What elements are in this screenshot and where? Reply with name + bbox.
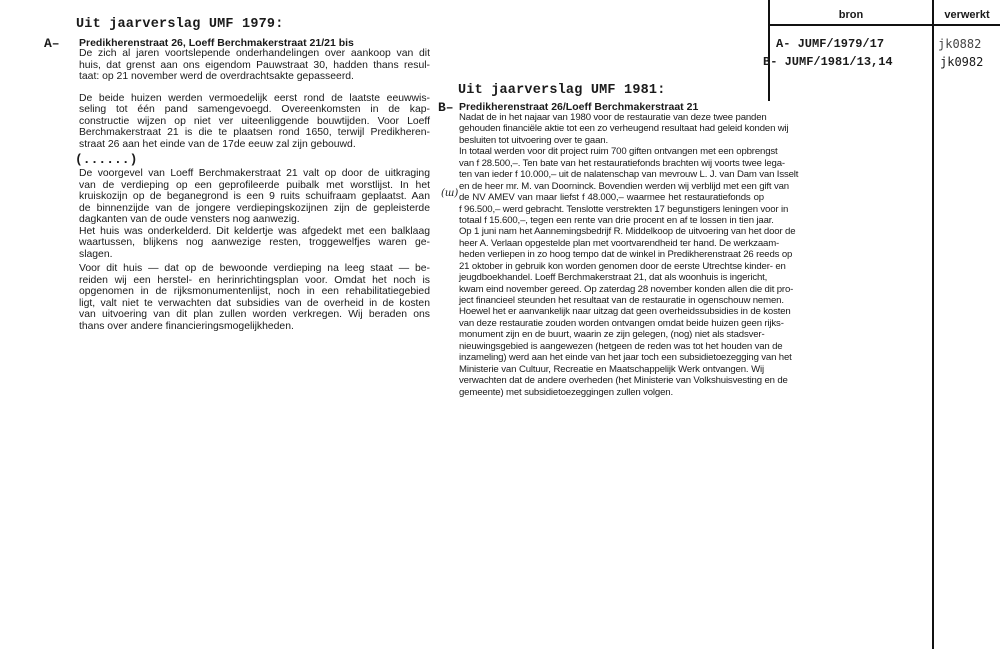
- table-row-a-verwerkt: jk0882: [938, 37, 982, 51]
- text-line: heden verliepen in zo hoog tempo dat de winkel in Predikherenstraat 26 reeds op: [459, 249, 793, 261]
- text-line: en de heer mr. M. van Doorninck. Bovendien werden wij verblijd met een gift van: [459, 180, 789, 192]
- text-line: huis, dat grenst aan ons eigendom Pauwstraat 30, hadden thans resul-: [79, 59, 430, 71]
- text-line: jeugdboekhandel. Loeff Berchmakerstraat 21, dat als woonhuis is ingericht,: [459, 272, 768, 284]
- paragraph: [459, 226, 796, 398]
- table-header-bron: bron: [838, 9, 864, 21]
- text-line: straat 26 aan het einde van de 17de eeuw zal zijn gebouwd.: [79, 138, 356, 150]
- text-line: constructie wijzen op niet ver uiteenliggende bouwtijden. Voor Loeff: [79, 115, 430, 127]
- text-line: Op 1 juni nam het Aannemingsbedrijf R. Middelkoop de uitvoering van het door de: [459, 226, 796, 238]
- text-line: ten van ieder f 10.000,– uit de nalatenschap van mevrouw L. J. van Dam van Isselt: [459, 169, 799, 181]
- text-line: Voor dit huis — dat op de bewoonde verdieping na leeg staat — be-: [79, 263, 430, 274]
- text-line: 21 oktober in gebruik kon worden genomen door de eerste Utrechtse kinder- en: [459, 260, 786, 272]
- right-section-marker: B–: [438, 100, 454, 115]
- table-header-rule: [768, 24, 1000, 26]
- text-line: seling tot één pand samengevoegd. Overeenkomsten in de kap-: [79, 104, 430, 115]
- text-line: De beide huizen werden vermoedelijk eerst rond de laatste eeuwwis-: [79, 92, 430, 104]
- paragraph: [459, 112, 789, 146]
- text-line: kwam eind november gereed. Op zaterdag 28 november konden allen die dit pro-: [459, 283, 794, 295]
- text-line: dagkanten van de oude vensters nog aanwezig.: [79, 214, 300, 225]
- left-body-text: [75, 48, 430, 342]
- paragraph: [459, 146, 799, 226]
- paragraph: [79, 168, 430, 226]
- margin-note: (ш): [441, 188, 459, 199]
- paragraph: [79, 48, 430, 83]
- text-line: van deze restauratie zouden worden ontvangen omdat beide huizen geen rijks-: [459, 317, 784, 329]
- text-line: In totaal werden voor dit project ruim 700 giften ontvangen met een opbrengst: [459, 146, 778, 158]
- text-line: opgenomen in de rijksmonumentenlijst, noch in een rehabilitatiegebied: [79, 286, 430, 297]
- text-line: nieuwingsgebied is aangewezen (hetgeen de reden was tot het houden van de: [459, 340, 783, 352]
- left-section-title: Uit jaarverslag UMF 1979:: [76, 17, 284, 32]
- text-line: de binnenzijde van de jongere verdiepingskozijnen zijn de gepleisterde: [79, 202, 430, 214]
- paragraph: [79, 93, 430, 151]
- text-line: monument zijn en de buurt, waarin ze zijn gelegen, (nog) niet als stadsver-: [459, 329, 765, 341]
- paragraph: [79, 226, 430, 261]
- text-line: van de verdieping op een geprofileerde puibalk met worstlijst. In het: [79, 179, 430, 191]
- right-section-heading: Predikherenstraat 26/Loeff Berchmakerstraat 21: [459, 101, 699, 113]
- text-line: Berchmakerstraat 21 is die te plaatsen rond 1650, terwijl Predikheren-: [79, 127, 430, 138]
- table-divider-middle: [932, 0, 934, 649]
- text-line: thans over andere financieringsmogelijkheden.: [79, 320, 294, 332]
- text-line: van f 28.500,–. Ten bate van het restauratiefonds brachten wij voorts twee lega-: [459, 157, 785, 169]
- table-header-verwerkt: verwerkt: [944, 9, 990, 21]
- table-row-b-verwerkt: jk0982: [940, 55, 984, 69]
- paragraph: [79, 263, 430, 332]
- text-line: Ministerie van Cultuur, Recreatie en Maatschappelijk Werk ontvangen. Wij: [459, 363, 764, 375]
- text-line: taat: op 21 november werd de overdrachtsakte gepasseerd.: [79, 71, 354, 82]
- left-section-heading: Predikherenstraat 26, Loeff Berchmakerstraat 21/21 bis: [79, 37, 354, 49]
- right-body-text: [459, 112, 799, 398]
- text-line: totaal f 15.600,–, tegen een rente van drie procent en af te lossen in tien jaar.: [459, 214, 774, 226]
- text-line: slagen.: [79, 248, 113, 260]
- text-line: Het huis was onderkelderd. Dit keldertje was afgedekt met een balklaag: [79, 225, 430, 237]
- text-line: gemeente) met subsidietoezeggingen zullen volgen.: [459, 386, 673, 398]
- omission-marker: (......): [75, 152, 138, 167]
- text-line: De zich al jaren voortslepende onderhandelingen over aankoop van dit: [79, 48, 430, 59]
- text-line: verwachten dat de andere overheden (het Ministerie van Volkshuisvesting en de: [459, 375, 788, 387]
- text-line: besluiten tot uitvoering over te gaan.: [459, 134, 608, 146]
- left-section-marker: A–: [44, 36, 60, 51]
- text-line: Nadat de in het najaar van 1980 voor de restauratie van deze twee panden: [459, 112, 767, 123]
- text-line: inzameling) werd aan het einde van het jaar toch een subsidietoezegging van het: [459, 352, 792, 364]
- text-line: van uitvoering van dit plan zullen worden verkregen. Wij beraden ons: [79, 309, 430, 320]
- text-line: de NV AMEV van maar liefst f 48.000,– waarmee het restauratiefonds op: [459, 192, 764, 204]
- table-row-b-bron: B- JUMF/1981/13,14: [763, 55, 893, 69]
- text-line: kruiskozijn op de beganegrond is een 9 ruits schuifraam geplaatst. Aan: [79, 191, 430, 202]
- text-line: waartussen, blijkens nog aanwezige resten, troggewelfjes waren ge-: [79, 237, 430, 248]
- text-line: De voorgevel van Loeff Berchmakerstraat 21 valt op door de uitkraging: [79, 168, 430, 179]
- text-line: f 96.500,– werd gebracht. Tenslotte verstrekten 17 begunstigers leningen voor in: [459, 203, 789, 215]
- text-line: heer A. Verlaan opgestelde plan met voortvarendheid ter hand. De werkzaam-: [459, 237, 780, 249]
- text-line: gehouden financiële aktie tot een zo verheugend resultaat had geleid konden wij: [459, 123, 789, 135]
- right-section-title: Uit jaarverslag UMF 1981:: [458, 83, 666, 98]
- text-line: reiden wij een herstel- en herinrichtingsplan voor. Omdat het noch is: [79, 274, 430, 286]
- text-line: Hoewel het er aanvankelijk naar uitzag dat geen overheidssubsidies in de kosten: [459, 306, 791, 318]
- text-line: ject financieel steunden het resultaat van de restauratie in ogenschouw nemen.: [459, 295, 784, 306]
- table-row-a-bron: A- JUMF/1979/17: [776, 37, 885, 51]
- text-line: ligt, valt niet te verwachten dat subsidies van de overheid in de kosten: [79, 297, 430, 309]
